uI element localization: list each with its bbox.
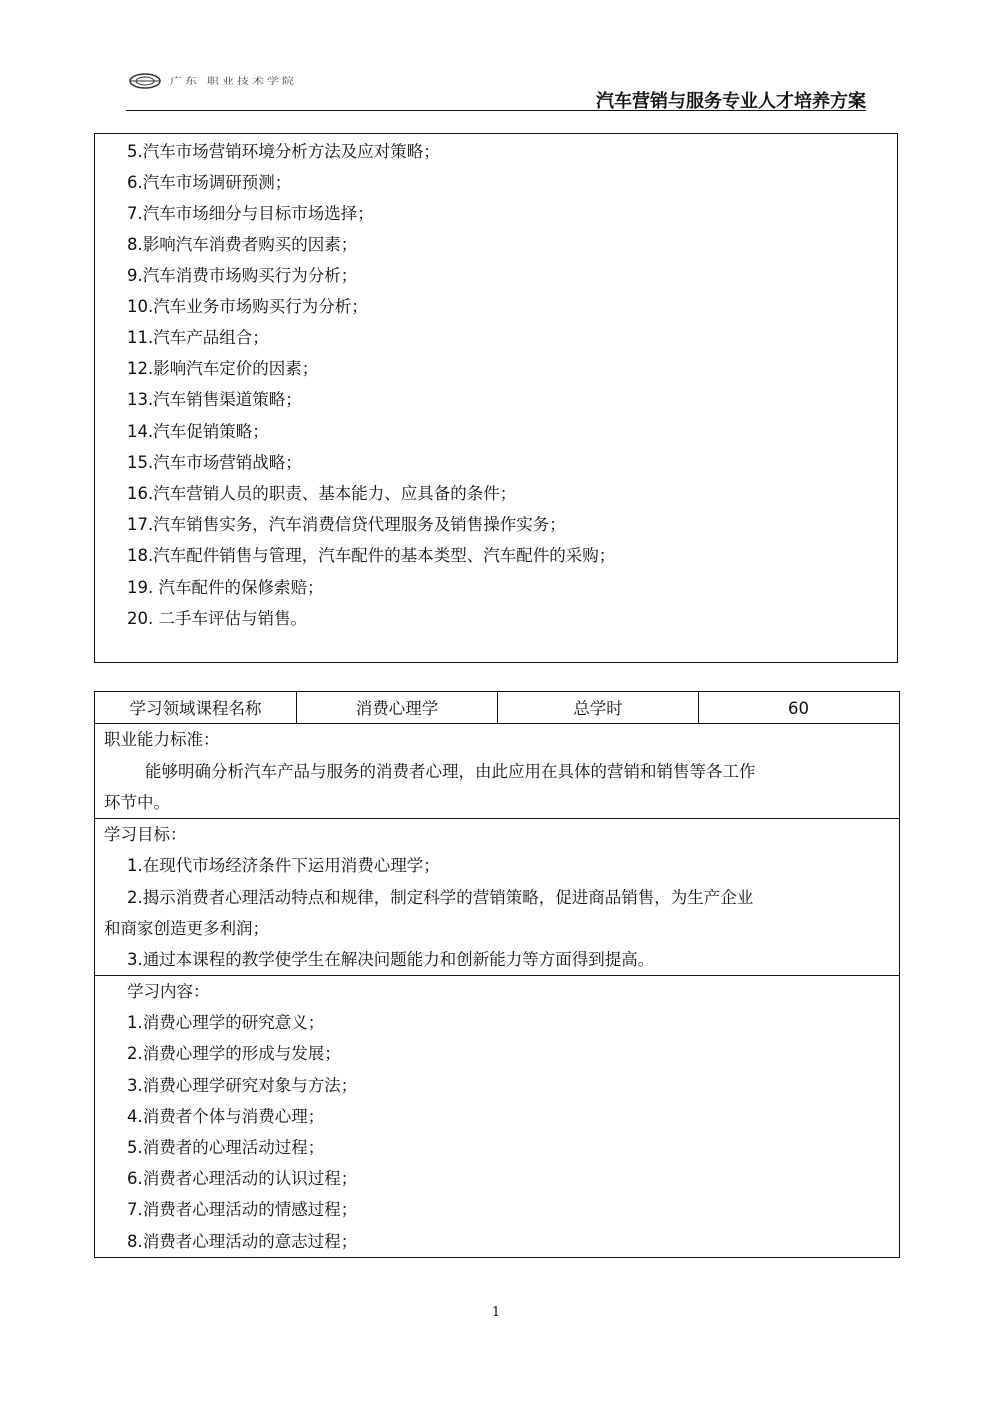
content-item: 1.消费心理学的研究意义； — [127, 1013, 325, 1032]
competency-title: 职业能力标准： — [104, 730, 220, 749]
list-item: 18.汽车配件销售与管理，汽车配件的基本类型、汽车配件的采购； — [127, 546, 616, 565]
previous-course-content-box — [94, 133, 898, 663]
competency-text-line-1: 能够明确分析汽车产品与服务的消费者心理，由此应用在具体的营销和销售等各工作 — [145, 762, 756, 781]
row-divider — [95, 723, 899, 724]
list-item: 7.汽车市场细分与目标市场选择； — [127, 204, 374, 223]
list-item: 19. 汽车配件的保修索赔； — [127, 578, 324, 597]
row-divider — [95, 818, 899, 819]
content-item: 7.消费者心理活动的情感过程； — [127, 1200, 358, 1219]
course-name-label: 学习领域课程名称 — [129, 699, 262, 718]
document-title: 汽车营销与服务专业人才培养方案 — [596, 91, 866, 112]
page-header — [126, 70, 866, 111]
school-logo-icon — [128, 72, 162, 90]
goal-item: 2.揭示消费者心理活动特点和规律，制定科学的营销策略，促进商品销售，为生产企业 — [127, 888, 754, 907]
competency-text-line-2: 环节中。 — [104, 793, 170, 812]
list-item: 6.汽车市场调研预测； — [127, 173, 292, 192]
content-item: 4.消费者个体与消费心理； — [127, 1107, 325, 1126]
logo-text: 广东 职业技术学院 — [170, 75, 297, 86]
list-item: 5.汽车市场营销环境分析方法及应对策略； — [127, 142, 440, 161]
course-table — [94, 691, 900, 1258]
content-item: 8.消费者心理活动的意志过程； — [127, 1232, 358, 1251]
list-item: 16.汽车营销人员的职责、基本能力、应具备的条件； — [127, 484, 517, 503]
list-item: 9.汽车消费市场购买行为分析； — [127, 266, 358, 285]
list-item: 10.汽车业务市场购买行为分析； — [127, 297, 368, 316]
total-hours-value: 60 — [788, 699, 809, 718]
list-item: 13.汽车销售渠道策略； — [127, 390, 302, 409]
list-item: 8.影响汽车消费者购买的因素； — [127, 235, 358, 254]
goal-item: 3.通过本课程的教学使学生在解决问题能力和创新能力等方面得到提高。 — [127, 950, 655, 969]
list-item: 14.汽车促销策略； — [127, 422, 269, 441]
total-hours-label: 总学时 — [573, 699, 623, 718]
page-number: 1 — [491, 1305, 501, 1320]
list-item: 15.汽车市场营销战略； — [127, 453, 302, 472]
goals-title: 学习目标： — [104, 825, 187, 844]
list-item: 11.汽车产品组合； — [127, 328, 269, 347]
goal-item-continued: 和商家创造更多利润； — [104, 919, 269, 938]
content-item: 5.消费者的心理活动过程； — [127, 1138, 325, 1157]
content-item: 2.消费心理学的形成与发展； — [127, 1044, 341, 1063]
goal-item: 1.在现代市场经济条件下运用消费心理学； — [127, 856, 440, 875]
course-name-value: 消费心理学 — [355, 699, 439, 718]
content-title: 学习内容： — [127, 982, 210, 1001]
list-item: 12.影响汽车定价的因素； — [127, 359, 319, 378]
content-item: 6.消费者心理活动的认识过程； — [127, 1169, 358, 1188]
row-divider — [95, 975, 899, 976]
list-item: 20. 二手车评估与销售。 — [127, 609, 307, 628]
list-item: 17.汽车销售实务，汽车消费信贷代理服务及销售操作实务； — [127, 515, 566, 534]
content-item: 3.消费心理学研究对象与方法； — [127, 1076, 358, 1095]
